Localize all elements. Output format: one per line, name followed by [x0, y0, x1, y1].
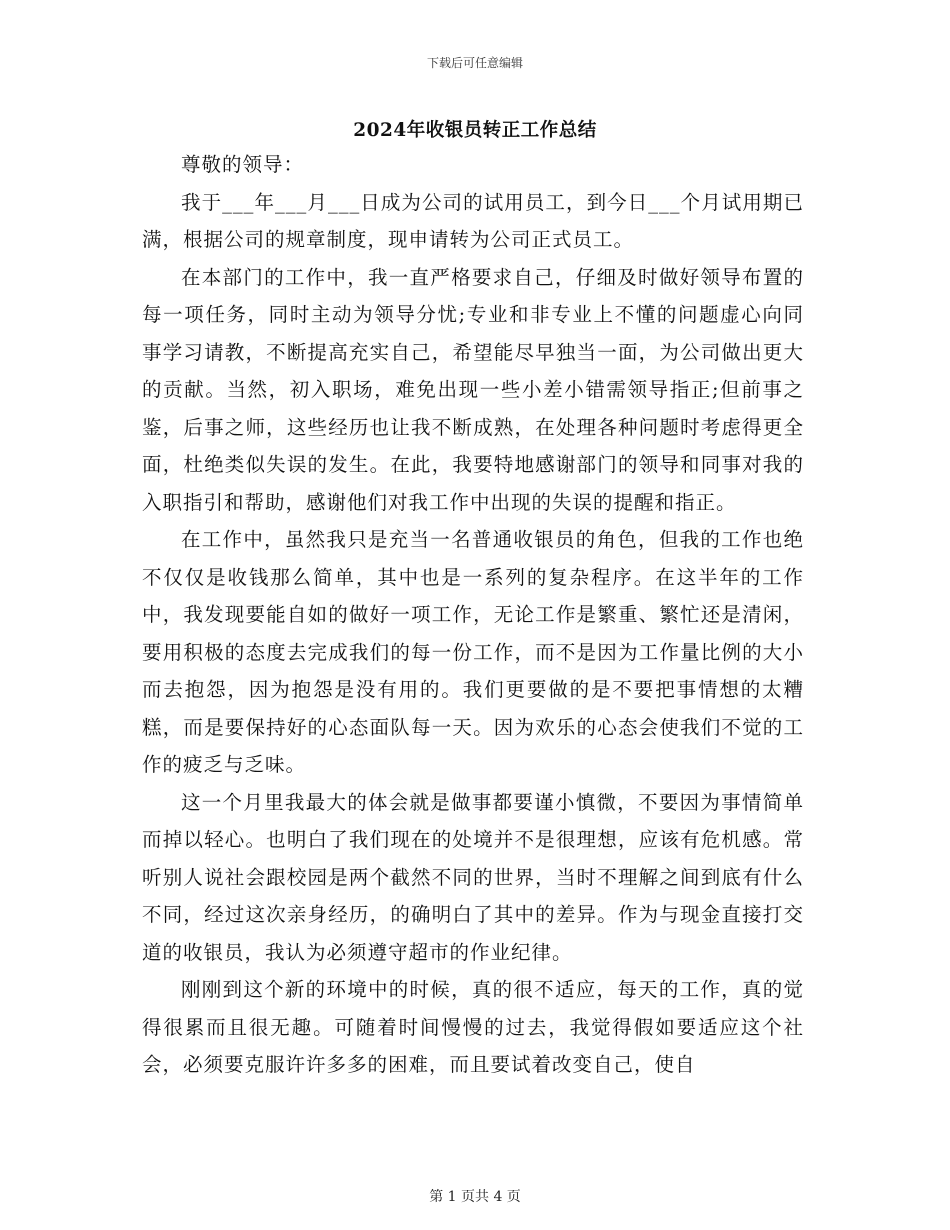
salutation: 尊敬的领导： [181, 153, 305, 176]
body-paragraph: 刚刚到这个新的环境中的时候，真的很不适应，每天的工作，真的觉得很累而且很无趣。可随着时间慢慢的过去，我觉得假如要适应这个社会，必须要克服许许多多的困难，而且要试着改变自己，使自 [142, 978, 804, 1076]
body-paragraph: 我于___年___月___日成为公司的试用员工，到今日___个月试用期已满，根据公司的规章制度，现申请转为公司正式员工。 [142, 190, 804, 251]
page-header-note: 下载后可任意编辑 [426, 56, 523, 70]
body-paragraph: 在本部门的工作中，我一直严格要求自己，仔细及时做好领导布置的每一项任务，同时主动为领导分忧;专业和非专业上不懂的问题虚心向同事学习请教，不断提高充实自己，希望能尽早独当一面，为公司做出更大的贡献。当然，初入职场，难免出现一些小差小错需领导指正;但前事之鉴，后事之师，这些经历也让我不断成熟，在处理各种问题时考虑得更全面，杜绝类似失误的发生。在此，我要特地感谢部门的领导和同事对我的入职指引和帮助，感谢他们对我工作中出现的失误的提醒和指正。 [142, 265, 804, 514]
document-title: 2024年收银员转正工作总结 [353, 120, 597, 141]
document-body [142, 146, 804, 1084]
page-number: 第 1 页共 4 页 [429, 1189, 521, 1205]
body-paragraph: 在工作中，虽然我只是充当一名普通收银员的角色，但我的工作也绝不仅仅是收钱那么简单，其中也是一系列的复杂程序。在这半年的工作中，我发现要能自如的做好一项工作，无论工作是繁重、繁忙还是清闲，要用积极的态度去完成我们的每一份工作，而不是因为工作量比例的大小而去抱怨，因为抱怨是没有用的。我们更要做的是不要把事情想的太糟糕，而是要保持好的心态面队每一天。因为欢乐的心态会使我们不觉的工作的疲乏与乏味。 [142, 528, 804, 776]
body-paragraph: 这一个月里我最大的体会就是做事都要谨小慎微，不要因为事情简单而掉以轻心。也明白了我们现在的处境并不是很理想，应该有危机感。常听别人说社会跟校园是两个截然不同的世界，当时不理解之间到底有什么不同，经过这次亲身经历，的确明白了其中的差异。作为与现金直接打交道的收银员，我认为必须遵守超市的作业纪律。 [142, 790, 804, 964]
